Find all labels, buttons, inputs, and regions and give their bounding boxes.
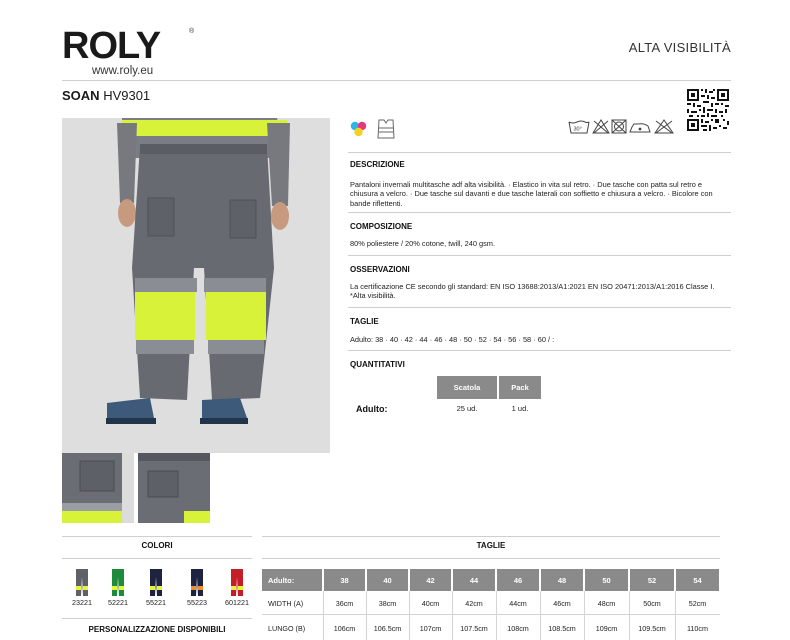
product-title bbox=[62, 88, 150, 103]
size-cell: 36cm bbox=[335, 599, 354, 608]
qty-row-label: Adulto: bbox=[356, 404, 388, 414]
size-col-divider bbox=[366, 591, 367, 640]
size-col-divider bbox=[584, 591, 585, 640]
color-code-label: 601221 bbox=[225, 598, 249, 607]
wash-temp-label: 30° bbox=[573, 126, 582, 133]
logo-registered-mark: ® bbox=[189, 28, 195, 35]
roly-logo bbox=[62, 26, 197, 76]
size-col-divider bbox=[675, 591, 676, 640]
logo-wordmark: ROLY bbox=[62, 25, 161, 67]
color-code-label: 23221 bbox=[72, 598, 92, 607]
qty-header-scatola: Scatola bbox=[437, 376, 497, 399]
product-name: SOAN bbox=[62, 88, 100, 103]
size-cell: 108.5cm bbox=[548, 624, 576, 633]
colori-title: COLORI bbox=[141, 541, 173, 550]
size-col-divider bbox=[452, 591, 453, 640]
size-table-title: TAGLIE bbox=[476, 541, 506, 550]
taglie-divider bbox=[262, 536, 720, 537]
section-divider bbox=[348, 350, 731, 351]
size-header-42: 42 bbox=[410, 569, 451, 591]
product-photo-thumb-2[interactable] bbox=[138, 453, 210, 523]
product-photo-main[interactable] bbox=[62, 118, 330, 453]
product-code: HV9301 bbox=[103, 88, 151, 103]
qr-code-icon[interactable] bbox=[686, 88, 730, 132]
taglie-divider bbox=[262, 558, 720, 559]
size-header-label: Adulto: bbox=[262, 569, 322, 591]
descrizione-title: DESCRIZIONE bbox=[350, 160, 405, 169]
section-divider bbox=[348, 255, 731, 256]
no-dry-clean-icon bbox=[655, 120, 673, 133]
iron-low-icon bbox=[630, 124, 650, 132]
size-cell: 42cm bbox=[465, 599, 483, 608]
qty-header-pack: Pack bbox=[499, 376, 541, 399]
size-cell: 52cm bbox=[688, 599, 707, 608]
size-cell: 106.5cm bbox=[373, 624, 402, 633]
size-cell: 107.5cm bbox=[460, 624, 488, 633]
care-instructions-icons bbox=[568, 118, 676, 136]
colori-divider bbox=[62, 618, 252, 619]
size-header-52: 52 bbox=[630, 569, 674, 591]
size-cell: 109.5cm bbox=[638, 624, 666, 633]
section-divider bbox=[348, 307, 731, 308]
size-header-48: 48 bbox=[541, 569, 583, 591]
color-code-label: 52221 bbox=[108, 598, 128, 607]
hi-vis-vest-icon bbox=[378, 120, 394, 138]
size-cell: 40cm bbox=[421, 599, 440, 608]
color-code-label: 55223 bbox=[187, 598, 207, 607]
no-bleach-icon bbox=[593, 120, 609, 133]
colori-divider bbox=[62, 558, 252, 559]
size-cell: 46cm bbox=[553, 599, 571, 608]
color-code-label: 55221 bbox=[146, 598, 166, 607]
color-swatch-601221[interactable] bbox=[230, 569, 244, 597]
color-swatch-23221[interactable] bbox=[75, 569, 89, 597]
qty-value-pack: 1 ud. bbox=[511, 404, 529, 413]
size-cell: 108cm bbox=[507, 624, 529, 633]
size-header-40: 40 bbox=[367, 569, 408, 591]
color-swatch-52221[interactable] bbox=[111, 569, 125, 597]
descrizione-text: Pantaloni invernali multitasche adf alta visibilità. · Elastico in vita sul retro. · Due tasche con patta sul retro e chiusura a velcro. · Due tasche sul davanti e due tasche laterali con soffietto e chiusura a velcro. · Bicolore con bande riflettenti. bbox=[350, 180, 713, 208]
osservazioni-text: La certificazione CE secondo gli standard: EN ISO 13688:2013/A1:2021 EN ISO 20471:2013/A1:2016 Classe I. *Alta visibilità. bbox=[350, 282, 715, 301]
size-header-44: 44 bbox=[453, 569, 495, 591]
no-tumble-dry-icon bbox=[612, 120, 626, 133]
size-header-54: 54 bbox=[676, 569, 719, 591]
size-cell: 106cm bbox=[333, 624, 356, 633]
size-cell: 109cm bbox=[595, 624, 618, 633]
color-swatch-55221[interactable] bbox=[149, 569, 163, 597]
size-row-divider bbox=[262, 614, 720, 615]
section-divider bbox=[348, 212, 731, 213]
pocket-detail-illustration bbox=[62, 453, 134, 523]
size-header-46: 46 bbox=[497, 569, 539, 591]
taglie-section-text: Adulto: 38 · 40 · 42 · 44 · 46 · 48 · 50 · 52 · 54 · 56 · 58 · 60 / : bbox=[350, 335, 555, 344]
composizione-text: 80% poliestere / 20% cotone, twill, 240 gsm. bbox=[350, 239, 496, 248]
size-col-divider bbox=[496, 591, 497, 640]
size-row-label: LUNGO (B) bbox=[268, 624, 306, 633]
size-cell: 44cm bbox=[509, 599, 527, 608]
size-cell: 110cm bbox=[686, 624, 709, 633]
size-cell: 38cm bbox=[378, 599, 397, 608]
color-options-icons bbox=[349, 118, 397, 140]
trousers-illustration bbox=[62, 118, 330, 453]
section-divider bbox=[348, 152, 731, 153]
quantitativi-title: QUANTITATIVI bbox=[350, 360, 405, 369]
size-col-divider bbox=[629, 591, 630, 640]
personalizzazione-title: PERSONALIZZAZIONE DISPONIBILI bbox=[88, 625, 226, 634]
header-divider bbox=[62, 80, 731, 81]
color-swatch-55223[interactable] bbox=[190, 569, 204, 597]
tricolor-dots-icon bbox=[351, 122, 366, 136]
composizione-title: COMPOSIZIONE bbox=[350, 222, 413, 231]
product-photo-thumb-1[interactable] bbox=[62, 453, 134, 523]
colori-divider bbox=[62, 536, 252, 537]
size-header-50: 50 bbox=[585, 569, 628, 591]
qty-value-scatola: 25 ud. bbox=[456, 404, 478, 413]
size-col-divider bbox=[409, 591, 410, 640]
back-detail-illustration bbox=[138, 453, 210, 523]
size-cell: 107cm bbox=[419, 624, 442, 633]
category-title: ALTA VISIBILITÀ bbox=[628, 40, 731, 55]
size-cell: 50cm bbox=[643, 599, 661, 608]
size-cell: 48cm bbox=[597, 599, 616, 608]
osservazioni-title: OSSERVAZIONI bbox=[350, 265, 410, 274]
size-row-label: WIDTH (A) bbox=[268, 599, 304, 608]
size-col-divider bbox=[540, 591, 541, 640]
size-header-38: 38 bbox=[324, 569, 365, 591]
size-col-divider bbox=[323, 591, 324, 640]
taglie-section-title: TAGLIE bbox=[350, 317, 379, 326]
website-link[interactable]: www.roly.eu bbox=[92, 65, 154, 77]
